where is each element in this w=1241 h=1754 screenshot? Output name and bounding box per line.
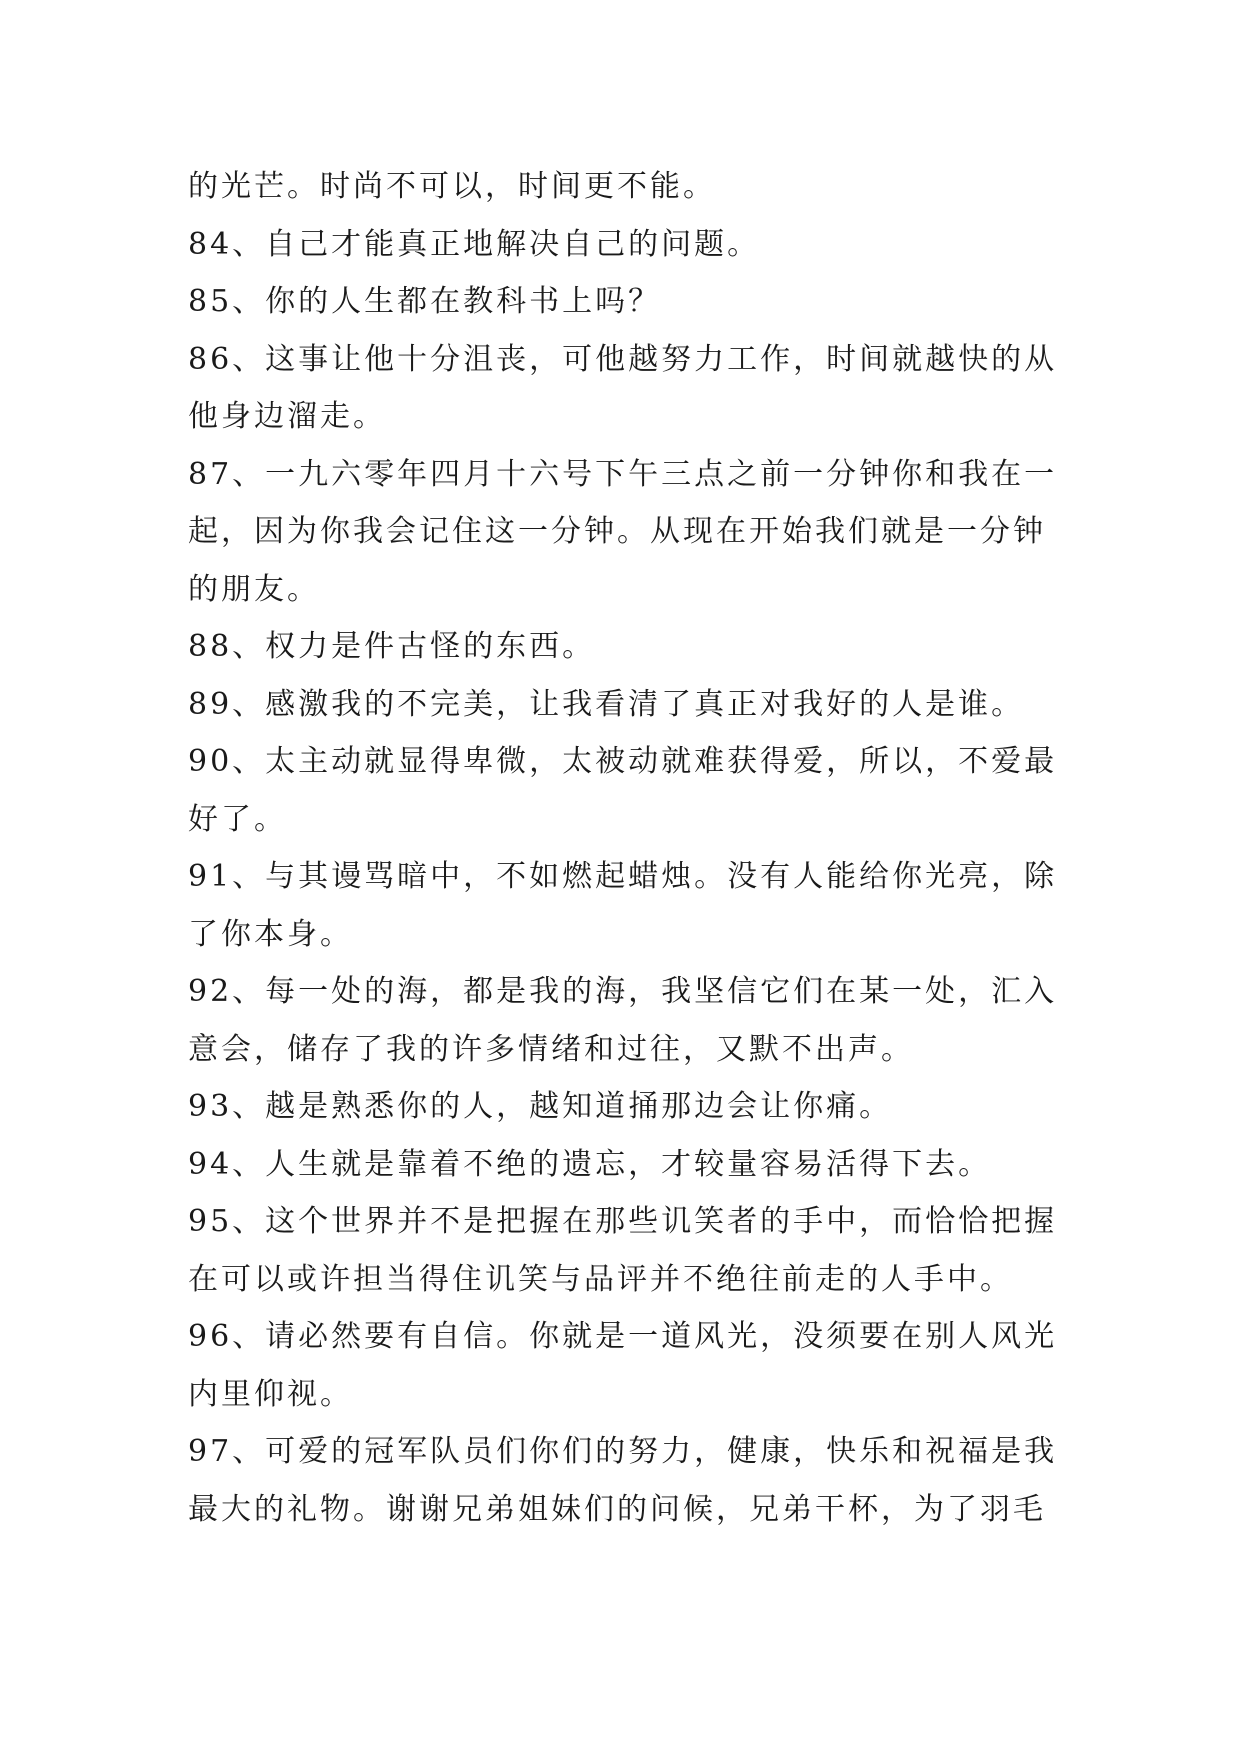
text-line: 95、这个世界并不是把握在那些讥笑者的手中，而恰恰把握 — [188, 1204, 1058, 1239]
text-line: 85、你的人生都在教科书上吗？ — [188, 284, 662, 319]
text-line: 91、与其谩骂暗中，不如燃起蜡烛。没有人能给你光亮，除 — [188, 859, 1058, 894]
text-line: 87、一九六零年四月十六号下午三点之前一分钟你和我在一 — [188, 456, 1058, 492]
text-line: 89、感激我的不完美，让我看清了真正对我好的人是谁。 — [188, 686, 1025, 722]
text-line: 的朋友。 — [188, 571, 320, 607]
text-line: 他身边溜走。 — [188, 399, 386, 434]
document-body — [188, 158, 1068, 1538]
text-line: 在可以或许担当得住讥笑与品评并不绝往前走的人手中。 — [188, 1261, 1013, 1297]
text-line: 起，因为你我会记住这一分钟。从现在开始我们就是一分钟 — [188, 514, 1046, 549]
text-line: 88、权力是件古怪的东西。 — [188, 629, 596, 664]
text-line: 内里仰视。 — [188, 1376, 353, 1412]
text-line: 了你本身。 — [188, 916, 353, 952]
text-line: 好了。 — [188, 801, 287, 837]
text-line: 最大的礼物。谢谢兄弟姐妹们的问候，兄弟干杯，为了羽毛 — [188, 1491, 1046, 1527]
text-line: 意会，储存了我的许多情绪和过往，又默不出声。 — [188, 1031, 914, 1067]
text-line: 84、自己才能真正地解决自己的问题。 — [188, 226, 761, 262]
text-line: 的光芒。时尚不可以，时间更不能。 — [188, 169, 716, 204]
text-line: 96、请必然要有自信。你就是一道风光，没须要在别人风光 — [188, 1319, 1058, 1354]
text-line: 90、太主动就显得卑微，太被动就难获得爱，所以，不爱最 — [188, 744, 1058, 779]
text-line: 94、人生就是靠着不绝的遗忘，才较量容易活得下去。 — [188, 1146, 992, 1182]
text-line: 93、越是熟悉你的人，越知道捅那边会让你痛。 — [188, 1089, 893, 1124]
text-line: 92、每一处的海，都是我的海，我坚信它们在某一处，汇入 — [188, 974, 1058, 1009]
text-line: 86、这事让他十分沮丧，可他越努力工作，时间就越快的从 — [188, 341, 1058, 377]
text-line: 97、可爱的冠军队员们你们的努力，健康，快乐和祝福是我 — [188, 1434, 1058, 1469]
